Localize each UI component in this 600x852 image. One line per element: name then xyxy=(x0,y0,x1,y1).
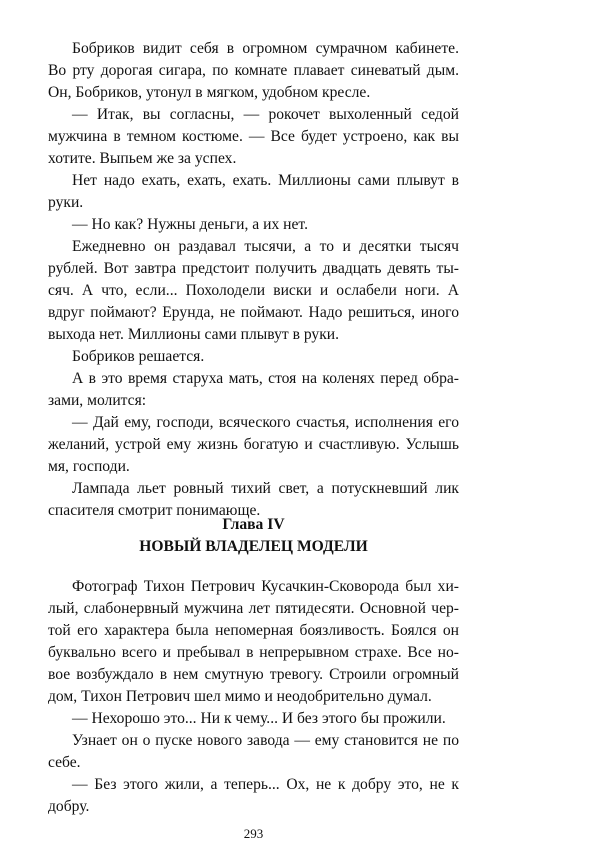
text-line: себе. xyxy=(48,754,81,771)
text-line: хотите. Выпьем же за успех. xyxy=(48,150,237,167)
text-line: — Итак, вы согласны, — рокочет выхоленный седой xyxy=(72,106,459,123)
text-line: руки. xyxy=(48,194,84,211)
text-line: сяч. А что, если... Похолодели виски и ослабели ноги. А xyxy=(48,282,459,299)
text-line: Бобриков видит себя в огромном сумрачном кабинете. xyxy=(72,40,459,57)
book-page xyxy=(48,0,459,852)
text-line: А в это время старуха мать, стоя на коленях перед обра- xyxy=(72,370,459,387)
text-line: Во рту дорогая сигара, по комнате плавает синеватый дым. xyxy=(48,62,459,79)
text-line: Бобриков решается. xyxy=(72,348,205,365)
text-line: зами, молится: xyxy=(48,392,147,409)
text-line: вдруг поймают? Ерунда, не поймают. Надо решиться, иного xyxy=(48,304,459,321)
text-line: лый, слабонервный мужчина лет пятидесяти. Основной чер- xyxy=(48,600,459,617)
text-line: мужчина в темном костюме. — Все будет устроено, как вы xyxy=(48,128,459,145)
text-line: Ежедневно он раздавал тысячи, а то и десятки тысяч xyxy=(72,238,459,255)
text-line: спасителя смотрит понимающе. xyxy=(48,502,261,519)
text-line: той его характера была непомерная боязливость. Боялся он xyxy=(48,622,459,639)
text-line: выхода нет. Миллионы сами плывут в руки. xyxy=(48,326,340,343)
text-line: Нет надо ехать, ехать, ехать. Миллионы сами плывут в xyxy=(72,172,459,189)
text-line: — Без этого жили, а теперь... Ох, не к добру это, не к xyxy=(72,776,459,793)
text-line: желаний, устрой ему жизнь богатую и счастливую. Услышь xyxy=(48,436,459,453)
text-line: — Дай ему, господи, всяческого счастья, исполнения его xyxy=(72,414,459,431)
text-line: Он, Бобриков, утонул в мягком, удобном кресле. xyxy=(48,84,371,101)
text-line: Узнает он о пуске нового завода — ему становится не по xyxy=(72,732,459,749)
page-number: 293 xyxy=(243,826,264,841)
text-line: вое возбуждало в нем смутную тревогу. Строили огромный xyxy=(48,666,459,683)
text-line: мя, господи. xyxy=(48,458,130,475)
text-line: рублей. Вот завтра предстоит получить двадцать девять ты- xyxy=(48,260,459,277)
text-line: Фотограф Тихон Петрович Кусачкин-Сковорода был хи- xyxy=(72,578,459,595)
text-line: добру. xyxy=(48,798,90,815)
text-line: — Но как? Нужны деньги, а их нет. xyxy=(72,216,308,233)
chapter-title: НОВЫЙ ВЛАДЕЛЕЦ МОДЕЛИ xyxy=(139,538,368,555)
text-line: буквально всего и пребывал в непрерывном страхе. Все но- xyxy=(48,644,459,661)
text-line: Лампада льет ровный тихий свет, а потускневший лик xyxy=(72,480,459,497)
text-line: — Нехорошо это... Ни к чему... И без этого бы прожили. xyxy=(72,710,446,727)
text-line: дом, Тихон Петрович шел мимо и неодобрительно думал. xyxy=(48,688,432,705)
chapter-number: Глава IV xyxy=(222,516,285,533)
